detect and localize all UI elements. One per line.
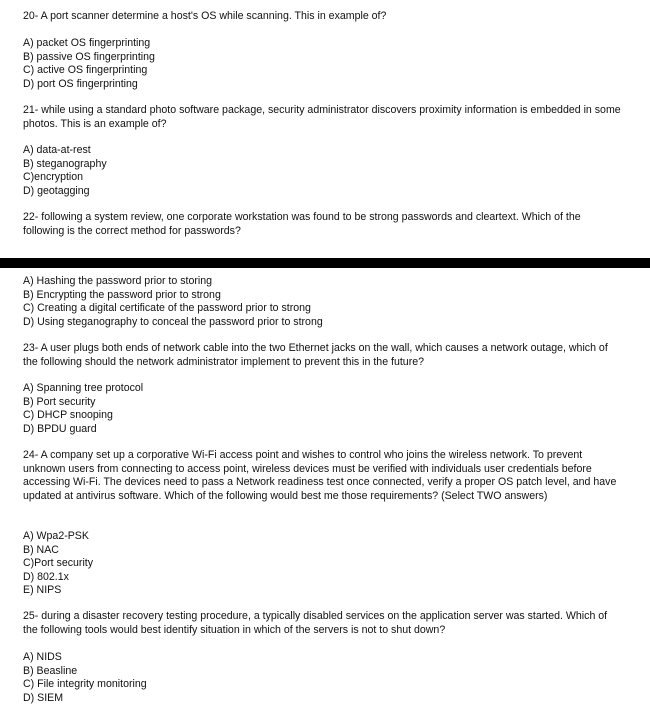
option-item: D) BPDU guard (23, 422, 97, 435)
option-item: A) Spanning tree protocol (23, 382, 144, 394)
option-item: D) SIEM (23, 691, 64, 704)
option-item: C)encryption (23, 171, 84, 184)
question-25-options (23, 651, 623, 705)
question-25-text: 25- during a disaster recovery testing procedure, a typically disabled services on the application server was started. Which of the following tools would best identify situation in which of the servers is not to shut down? (23, 610, 608, 636)
option-item: B) passive OS fingerprinting (23, 50, 155, 63)
option-item: C) Creating a digital certificate of the password prior to strong (23, 302, 311, 315)
option-item: A) Hashing the password prior to storing (23, 275, 213, 287)
option-item: D) 802.1x (23, 570, 69, 583)
option-item: C) active OS fingerprinting (23, 64, 148, 77)
option-item: B) NAC (23, 543, 59, 556)
option-item: B) Beasline (23, 664, 78, 677)
option-item: C)Port security (23, 557, 94, 570)
option-item: D) geotagging (23, 184, 90, 197)
option-item: A) Wpa2-PSK (23, 530, 89, 542)
option-item: E) NIPS (23, 584, 62, 597)
option-item: D) Using steganography to conceal the password prior to strong (23, 315, 323, 328)
option-item: B) Port security (23, 395, 96, 408)
question-24-options (23, 530, 623, 598)
option-item: C) DHCP snooping (23, 409, 113, 422)
option-item: D) port OS fingerprinting (23, 77, 138, 90)
option-item: A) packet OS fingerprinting (23, 37, 151, 49)
option-item: C) File integrity monitoring (23, 678, 147, 691)
option-item: A) NIDS (23, 651, 62, 663)
question-23-options (23, 382, 623, 436)
question-21-text: 21- while using a standard photo software package, security administrator discovers proximity information is embedded in some photos. This is an example of? (23, 104, 621, 130)
question-22-text: 22- following a system review, one corporate workstation was found to be strong passwords and cleartext. Which of the following is the correct method for passwords? (23, 211, 581, 237)
question-20-text: 20- A port scanner determine a host's OS while scanning. This in example of? (23, 10, 387, 22)
question-21-options (23, 144, 623, 198)
question-23-text: 23- A user plugs both ends of network cable into the two Ethernet jacks on the wall, which causes a network outage, which of the following should the network administrator implement to prevent this in the future? (23, 342, 608, 368)
option-item: B) steganography (23, 157, 107, 170)
option-item: A) data-at-rest (23, 144, 91, 156)
question-24-text: 24- A company set up a corporative Wi-Fi access point and wishes to control who joins the wireless network. To prevent unknown users from connecting to access point, wireless devices must be verified with individuals user credentials before accessing Wi-Fi. The devices need to pass a Network readiness test once connected, verify a proper OS patch level, and have updated at antivirus software. Which of the following would best me those requirements? (Select TWO answers) (23, 449, 617, 502)
question-20-options (23, 37, 623, 91)
page-break-bar (0, 258, 650, 268)
question-22-options (23, 275, 623, 329)
option-item: B) Encrypting the password prior to strong (23, 288, 221, 301)
